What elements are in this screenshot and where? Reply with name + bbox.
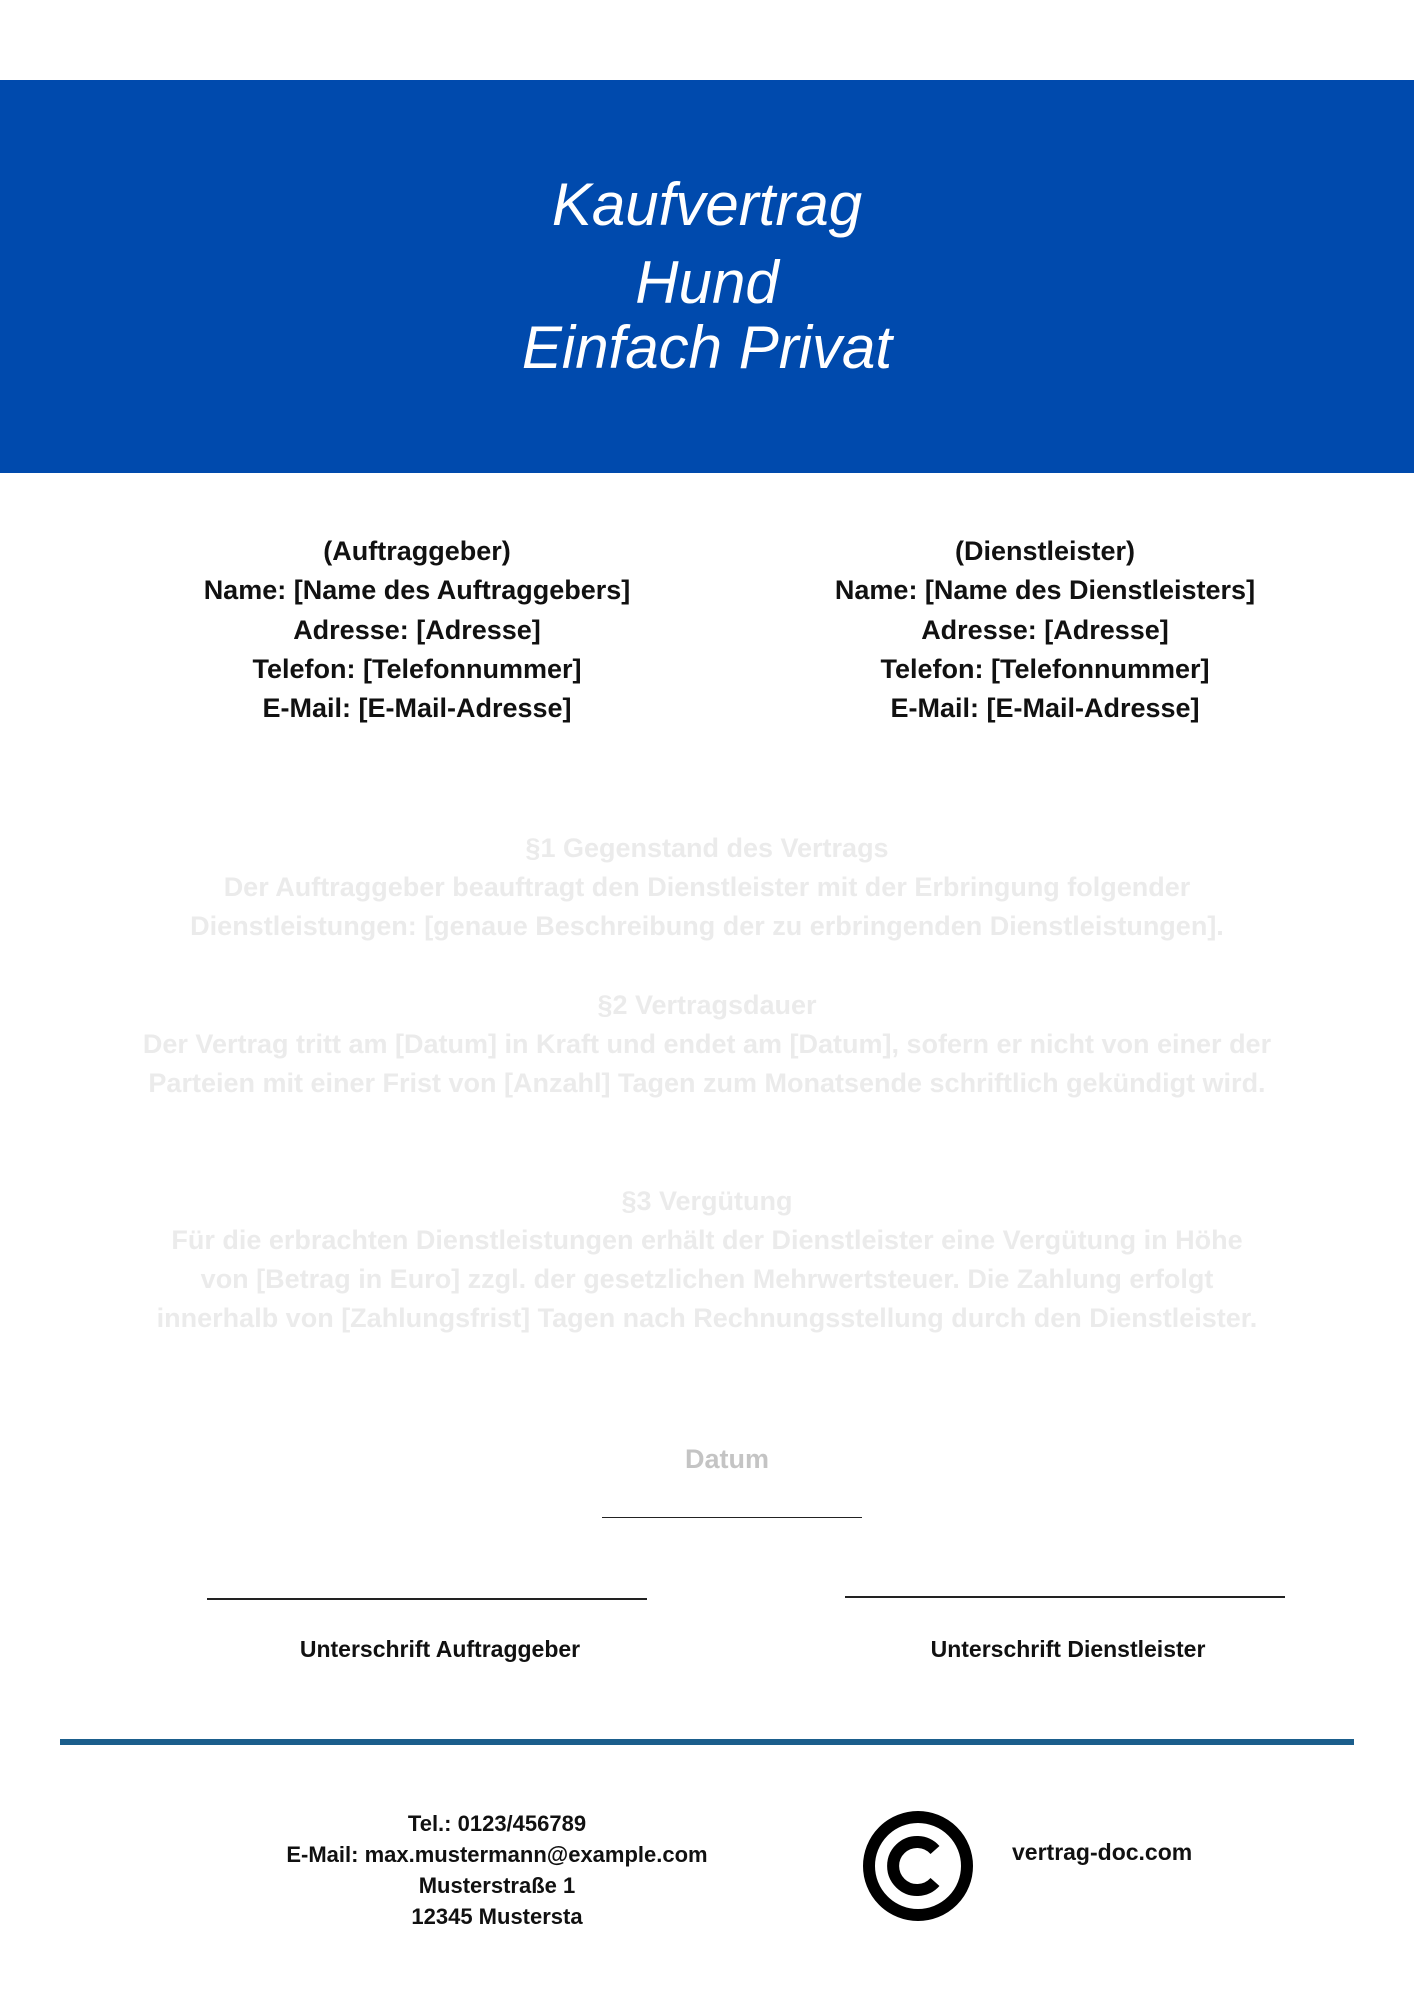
footer-website: vertrag-doc.com <box>1012 1839 1193 1865</box>
footer-phone: Tel.: 0123/456789 <box>407 1811 587 1836</box>
client-signature-line <box>207 1598 647 1600</box>
section-3 <box>130 1182 1284 1338</box>
client-party-block <box>97 532 737 728</box>
footer-email: E-Mail: max.mustermann@example.com <box>286 1842 708 1867</box>
provider-signature-label: Unterschrift Dienstleister <box>930 1636 1206 1662</box>
footer-city: 12345 Mustersta <box>411 1904 583 1929</box>
section-text: Der Auftraggeber beauftragt den Dienstleister mit der Erbringung folgender Dienstleistungen: [genaue Beschreibung der zu erbringenden Dienstleistungen]. <box>190 872 1224 941</box>
section-heading: §1 Gegenstand des Vertrags <box>525 833 889 863</box>
section-1 <box>130 829 1284 946</box>
section-2 <box>130 986 1284 1103</box>
section-heading: §2 Vertragsdauer <box>597 990 817 1020</box>
client-address: Adresse: [Adresse] <box>293 614 541 645</box>
title-line-2: Hund <box>635 249 779 316</box>
section-heading: §3 Vergütung <box>621 1186 793 1216</box>
client-email: E-Mail: [E-Mail-Adresse] <box>262 693 572 724</box>
footer-street: Musterstraße 1 <box>418 1873 576 1898</box>
provider-email: E-Mail: [E-Mail-Adresse] <box>890 693 1200 724</box>
provider-address: Adresse: [Adresse] <box>921 614 1169 645</box>
footer-contact <box>250 1808 744 1932</box>
client-phone: Telefon: [Telefonnummer] <box>252 653 582 684</box>
provider-phone: Telefon: [Telefonnummer] <box>880 653 1210 684</box>
title-line-3: Einfach Privat <box>521 314 893 381</box>
client-name: Name: [Name des Auftraggebers] <box>203 575 631 606</box>
section-text: Der Vertrag tritt am [Datum] in Kraft und endet am [Datum], sofern er nicht von einer der Parteien mit einer Frist von [Anzahl] Tagen zum Monatsende schriftlich gekündigt wird. <box>142 1029 1272 1098</box>
client-signature-label: Unterschrift Auftraggeber <box>299 1636 581 1662</box>
date-label: Datum <box>684 1444 769 1474</box>
title-line-1: Kaufvertrag <box>551 171 863 238</box>
section-text: Für die erbrachten Dienstleistungen erhält der Dienstleister eine Vergütung in Höhe von [Betrag in Euro] zzgl. der gesetzlichen Mehrwertsteuer. Die Zahlung erfolgt innerhalb von [Zahlungsfrist] Tagen nach Rechnungsstellung durch den Dienstleister. <box>156 1225 1258 1333</box>
copyright-icon <box>862 1810 974 1922</box>
provider-party-block <box>725 532 1365 728</box>
provider-role: (Dienstleister) <box>954 536 1136 566</box>
footer-divider <box>60 1739 1354 1745</box>
provider-name: Name: [Name des Dienstleisters] <box>834 575 1256 606</box>
date-line <box>602 1517 862 1518</box>
client-role: (Auftraggeber) <box>323 536 511 566</box>
provider-signature-line <box>845 1596 1285 1598</box>
